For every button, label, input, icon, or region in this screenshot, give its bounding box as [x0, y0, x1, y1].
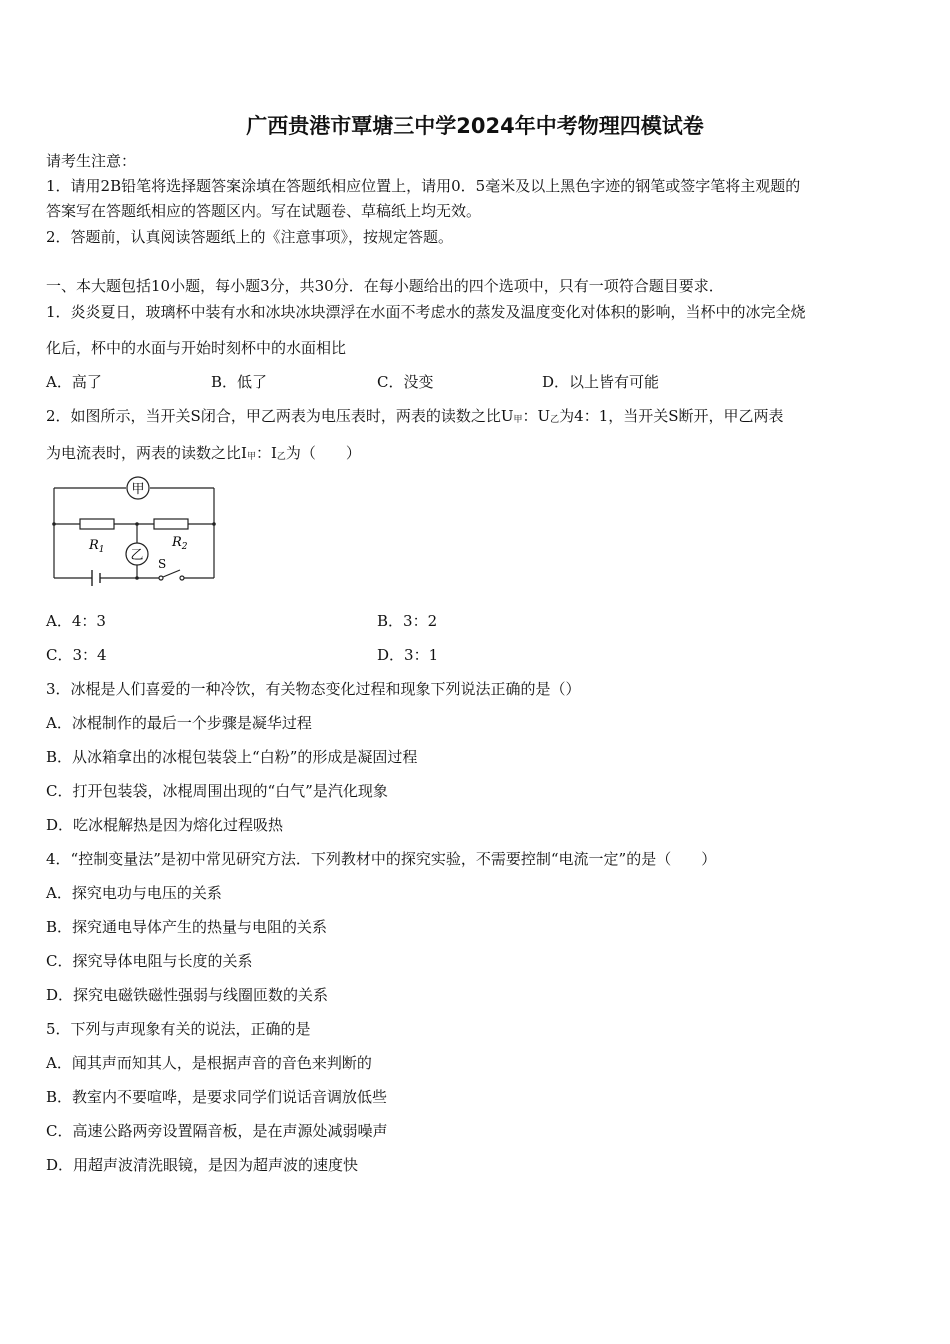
q1-stem-line-2: 化后，杯中的水面与开始时刻杯中的水面相比 [46, 339, 347, 357]
r2-label: $R_2$ [172, 535, 188, 552]
resistor-r1-icon [80, 519, 114, 529]
q5-option-c: C．高速公路两旁设置隔音板，是在声源处减弱噪声 [46, 1122, 388, 1140]
notice-line-1b: 答案写在答题纸相应的答题区内。写在试题卷、草稿纸上均无效。 [46, 202, 482, 220]
ammeter-jia-icon [127, 477, 149, 499]
q1-stem-line-1: 1．炎炎夏日，玻璃杯中装有水和冰块冰块漂浮在水面不考虑水的蒸发及温度变化对体积的影响，当杯中的冰完全烧 [46, 303, 806, 321]
svg-text:乙: 乙 [130, 548, 144, 563]
q4-option-a: A．探究电功与电压的关系 [46, 884, 222, 902]
q2-stem-line-2: 为电流表时，两表的读数之比I甲：I乙为（ ） [46, 444, 361, 462]
notice-line-2: 2．答题前，认真阅读答题纸上的《注意事项》，按规定答题。 [46, 228, 454, 246]
q3-option-d: D．吃冰棍解热是因为熔化过程吸热 [46, 816, 284, 834]
q5-stem: 5．下列与声现象有关的说法，正确的是 [46, 1020, 311, 1038]
q2-option-d: D．3：1 [377, 646, 439, 664]
switch-icon [159, 570, 184, 580]
q4-option-b: B．探究通电导体产生的热量与电阻的关系 [46, 918, 328, 936]
ammeter-yi-icon [126, 543, 148, 565]
battery-icon [92, 570, 100, 586]
q1-option-a: A．高了 [46, 373, 102, 391]
q4-stem: 4．“控制变量法”是初中常见研究方法．下列教材中的探究实验，不需要控制“电流一定”的是（ ） [46, 850, 717, 868]
notice-heading: 请考生注意： [46, 152, 137, 170]
junction-dot-right [212, 522, 216, 526]
q1-option-d: D．以上皆有可能 [542, 373, 660, 391]
circuit-diagram [48, 476, 220, 592]
q2-stem-line-1: 2．如图所示，当开关S闭合，甲乙两表为电压表时，两表的读数之比U甲：U乙为4：1，当开关S断开，甲乙两表 [46, 407, 784, 425]
q2-option-c: C．3：4 [46, 646, 107, 664]
r1-label: $R_1$ [89, 538, 105, 555]
q3-option-c: C．打开包装袋，冰棍周围出现的“白气”是汽化现象 [46, 782, 388, 800]
q2-option-a: A．4：3 [46, 612, 106, 630]
section-heading: 一、本大题包括10小题，每小题3分，共30分．在每小题给出的四个选项中，只有一项符合题目要求． [46, 277, 724, 295]
svg-text:甲: 甲 [131, 482, 145, 497]
q1-option-c: C．没变 [377, 373, 434, 391]
q5-option-a: A．闻其声而知其人，是根据声音的音色来判断的 [46, 1054, 372, 1072]
q4-option-c: C．探究导体电阻与长度的关系 [46, 952, 253, 970]
q3-option-a: A．冰棍制作的最后一个步骤是凝华过程 [46, 714, 312, 732]
junction-dot-bottom [135, 576, 139, 580]
q3-option-b: B．从冰箱拿出的冰棍包装袋上“白粉”的形成是凝固过程 [46, 748, 418, 766]
q3-stem: 3．冰棍是人们喜爱的一种冷饮，有关物态变化过程和现象下列说法正确的是（） [46, 680, 581, 698]
notice-line-1a: 1．请用2B铅笔将选择题答案涂填在答题纸相应位置上，请用0．5毫米及以上黑色字迹的钢笔或签字笔将主观题的 [46, 177, 801, 195]
q4-option-d: D．探究电磁铁磁性强弱与线圈匝数的关系 [46, 986, 329, 1004]
q5-option-b: B．教室内不要喧哗，是要求同学们说话音调放低些 [46, 1088, 388, 1106]
switch-label: S [158, 557, 167, 571]
q2-option-b: B．3：2 [377, 612, 438, 630]
junction-dot-center [135, 522, 139, 526]
q5-option-d: D．用超声波清洗眼镜，是因为超声波的速度快 [46, 1156, 359, 1174]
page-title: 广西贵港市覃塘三中学2024年中考物理四模试卷 [246, 114, 704, 138]
junction-dot-left [52, 522, 56, 526]
resistor-r2-icon [154, 519, 188, 529]
q1-option-b: B．低了 [211, 373, 268, 391]
